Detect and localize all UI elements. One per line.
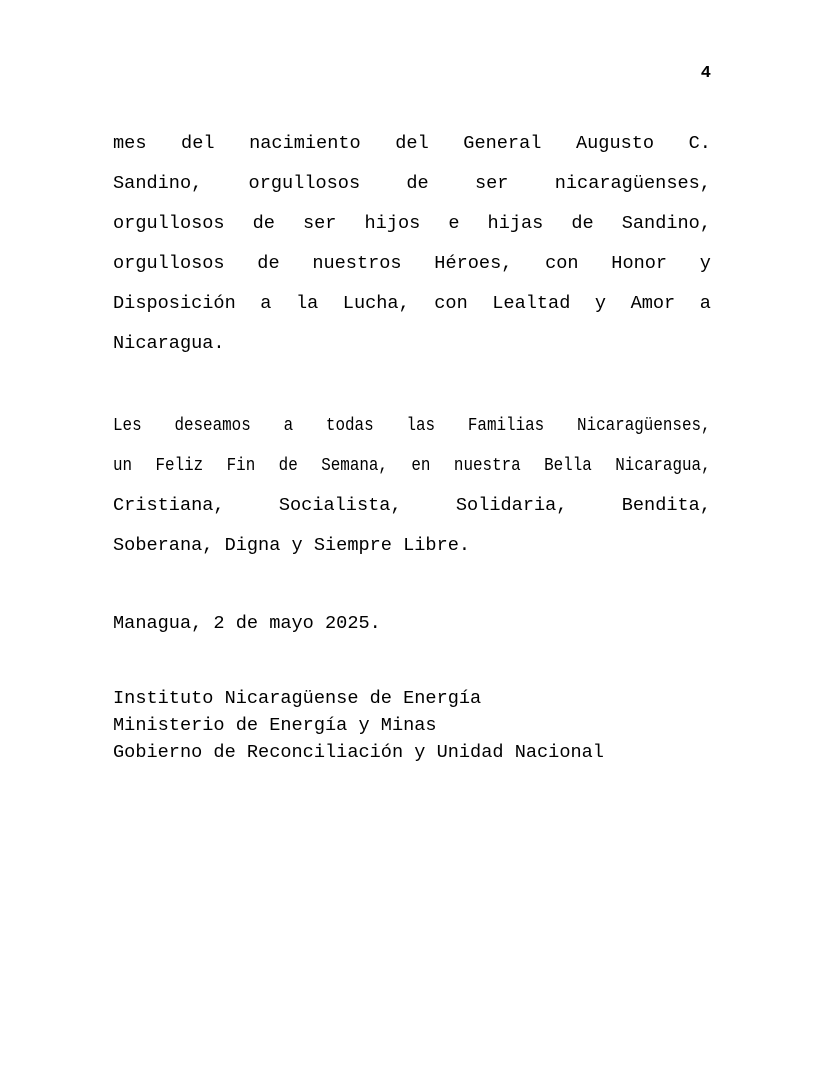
line-word: de (278, 455, 298, 476)
paragraph-2 (113, 406, 711, 566)
text-line (113, 406, 711, 446)
line-word: Familias (467, 415, 545, 436)
line-word: todas (325, 415, 374, 436)
line-word: de (257, 253, 280, 274)
line-word: Feliz (155, 455, 204, 476)
line-word: Disposición (113, 293, 236, 314)
line-word: en (411, 455, 431, 476)
date-line: Managua, 2 de mayo 2025. (113, 613, 381, 634)
signature-spacer (113, 644, 711, 685)
line-word: nacimiento (249, 133, 361, 154)
signature-line-institution: Instituto Nicaragüense de Energía (113, 688, 482, 709)
line-word: Augusto (575, 133, 655, 154)
line-word: Bella (544, 455, 592, 476)
line-word: de (406, 173, 429, 194)
line-word: Lucha, (342, 293, 410, 314)
page-number: 4 (700, 64, 711, 83)
line-word: Cristiana, (113, 495, 225, 516)
line-word: Sandino, (621, 213, 711, 234)
line-word: Nicaragua, (615, 455, 711, 476)
text-line (113, 204, 711, 244)
line-word: hijos (364, 213, 421, 234)
line-word: hijas (487, 213, 544, 234)
signature-block (113, 685, 753, 766)
line-word: y (699, 253, 711, 274)
line-word: la (295, 293, 319, 314)
text-line (113, 244, 711, 284)
paragraph-spacer (113, 364, 711, 406)
text-line (113, 486, 711, 526)
line-word: con (545, 253, 579, 274)
line-word: las (406, 415, 436, 436)
line-word: del (181, 133, 215, 154)
line-word: Sandino, (113, 173, 203, 194)
line-word: a (260, 293, 272, 314)
text-line (113, 124, 711, 164)
line-word: ser (474, 173, 509, 194)
signature-line-ministry: Ministerio de Energía y Minas (113, 715, 437, 736)
line-word: General (463, 133, 542, 154)
line-word: Lealtad (492, 293, 571, 314)
line-word: C. (688, 133, 711, 154)
line-word: Les (113, 415, 142, 436)
paragraph-1 (113, 124, 711, 364)
line-word: ser (302, 213, 337, 234)
text-line: Soberana, Digna y Siempre Libre. (113, 535, 471, 556)
line-word: a (699, 293, 711, 314)
line-word: Fin (226, 455, 256, 476)
line-word: Semana, (321, 455, 388, 476)
line-word: orgullosos (113, 213, 225, 234)
line-word: nicaragüenses, (554, 173, 711, 194)
line-word: Honor (611, 253, 668, 274)
line-word: deseamos (174, 415, 251, 436)
line-word: mes (113, 133, 147, 154)
date-spacer (113, 566, 711, 604)
line-word: orgullosos (113, 253, 225, 274)
text-line (113, 446, 711, 486)
line-word: a (283, 415, 294, 436)
line-word: del (395, 133, 429, 154)
text-line (113, 284, 711, 324)
line-word: Amor (630, 293, 676, 314)
line-word: con (434, 293, 468, 314)
line-word: Nicaragüenses, (577, 415, 711, 436)
text-line (113, 164, 711, 204)
line-word: de (571, 213, 594, 234)
line-word: Bendita, (621, 495, 711, 516)
line-word: orgullosos (248, 173, 361, 194)
line-word: un (113, 455, 133, 476)
line-word: de (252, 213, 275, 234)
line-word: y (594, 293, 607, 314)
document-body (113, 124, 711, 766)
line-word: Héroes, (434, 253, 513, 274)
line-word: e (448, 213, 460, 234)
line-word: Socialista, (278, 495, 402, 516)
signature-line-government: Gobierno de Reconciliación y Unidad Nacional (113, 742, 604, 763)
line-word: nuestros (312, 253, 402, 274)
line-word: Solidaria, (455, 495, 568, 516)
line-word: nuestra (453, 455, 521, 476)
text-line: Nicaragua. (113, 333, 225, 354)
